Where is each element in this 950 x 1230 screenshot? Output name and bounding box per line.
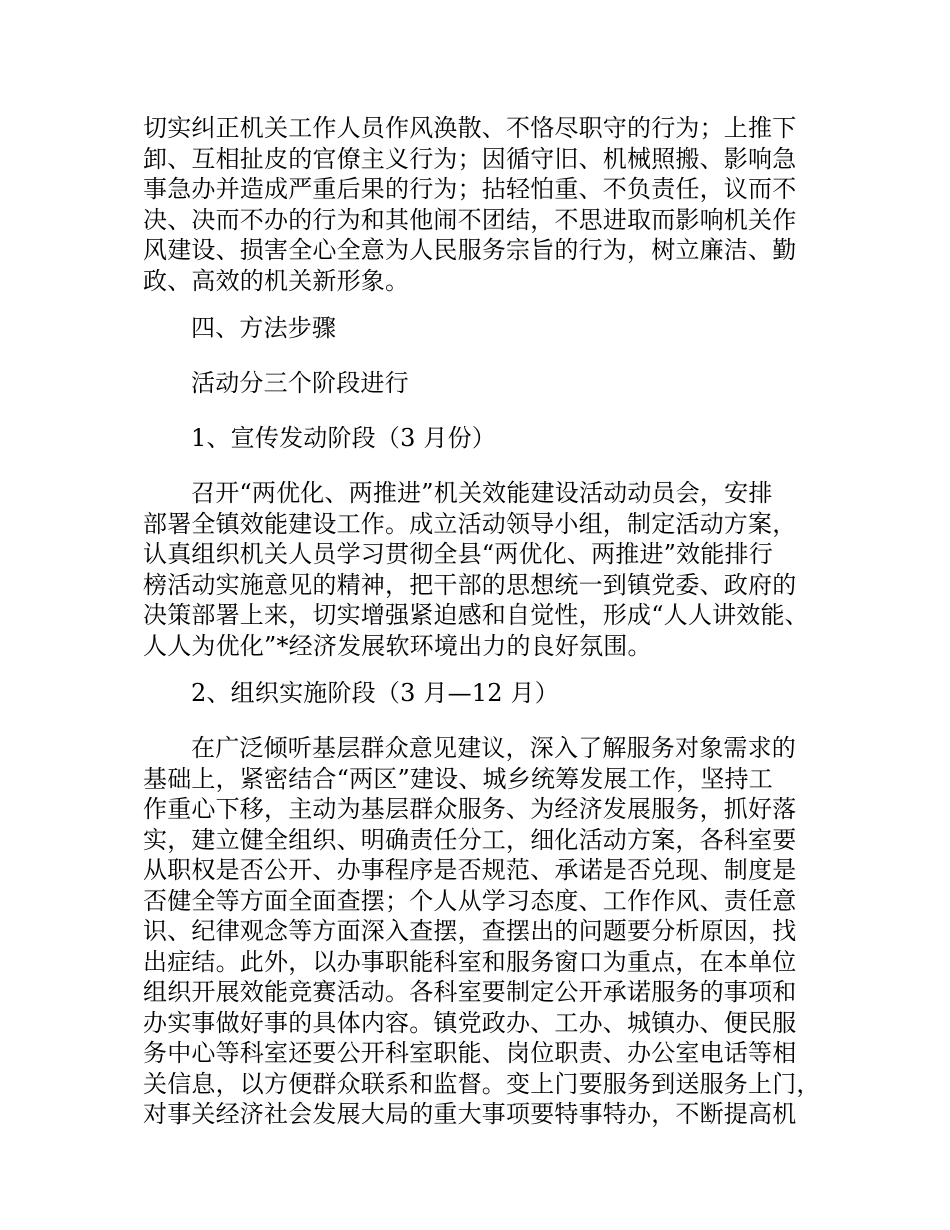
paragraph-line: 出症结。此外，以办事职能科室和服务窗口为重点，在本单位: [143, 947, 797, 976]
paragraph-stage-2: [143, 733, 833, 1130]
paragraph-line: 切实纠正机关工作人员作风涣散、不恪尽职守的行为；上推下: [143, 114, 797, 142]
paragraph-line: 决、决而不办的行为和其他闹不团结，不思进取而影响机关作: [143, 205, 797, 234]
heading-line: 1、宣传发动阶段（3 月份）: [191, 424, 496, 452]
paragraph-line: 卸、互相扯皮的官僚主义行为；因循守旧、机械照搬、影响急: [143, 144, 797, 173]
paragraph-line: 决策部署上来，切实增强紧迫感和自觉性，形成“人人讲效能、: [143, 601, 809, 629]
paragraph-line: 部署全镇效能建设工作。成立活动领导小组，制定活动方案，: [143, 509, 797, 538]
paragraph-line: 召开“两优化、两推进”机关效能建设活动动员会，安排: [191, 479, 773, 507]
paragraph-line: 人人为优化”*经济发展软环境出力的良好氛围。: [143, 631, 652, 660]
paragraph-1: [143, 113, 833, 296]
paragraph-line: 对事关经济社会发展大局的重大事项要特事特办，不断提高机: [143, 1100, 797, 1128]
paragraph-line: 榜活动实施意见的精神，把干部的思想统一到镇党委、政府的: [143, 570, 797, 599]
paragraph-line: 基础上，紧密结合“两区”建设、城乡统筹发展工作，坚持工: [143, 764, 773, 793]
paragraph-line: 务中心等科室还要公开科室职能、岗位职责、办公室电话等相: [143, 1039, 797, 1067]
paragraph-line: 识、纪律观念等方面深入查摆，查摆出的问题要分析原因，找: [143, 917, 797, 945]
paragraph-line: 组织开展效能竞赛活动。各科室要制定公开承诺服务的事项和: [143, 978, 797, 1006]
section-heading-methods: [143, 313, 833, 344]
subheading-stage-1: [143, 423, 833, 454]
paragraph-line: 否健全等方面全面查摆；个人从学习态度、工作作风、责任意: [143, 886, 797, 915]
heading-line: 2、组织实施阶段（3 月—12 月）: [191, 679, 559, 707]
paragraph-line: 作重心下移，主动为基层群众服务、为经济发展服务，抓好落: [143, 795, 797, 823]
paragraph-stages-intro: [143, 368, 833, 399]
heading-line: 四、方法步骤: [191, 314, 337, 342]
paragraph-line: 政、高效的机关新形象。: [143, 266, 410, 295]
paragraph-line: 事急办并造成严重后果的行为；拈轻怕重、不负责任，议而不: [143, 175, 797, 203]
paragraph-line: 认真组织机关人员学习贯彻全县“两优化、两推进”效能排行: [143, 540, 773, 568]
paragraph-line: 实，建立健全组织、明确责任分工，细化活动方案，各科室要: [143, 825, 797, 854]
paragraph-line: 活动分三个阶段进行: [191, 369, 409, 397]
paragraph-stage-1: [143, 478, 833, 661]
subheading-stage-2: [143, 678, 833, 709]
paragraph-line: 风建设、损害全心全意为人民服务宗旨的行为，树立廉洁、勤: [143, 236, 797, 264]
paragraph-line: 从职权是否公开、办事程序是否规范、承诺是否兑现、制度是: [143, 856, 797, 884]
paragraph-line: 关信息，以方便群众联系和监督。变上门要服务到送服务上门，: [143, 1069, 821, 1098]
paragraph-line: 在广泛倾听基层群众意见建议，深入了解服务对象需求的: [191, 734, 796, 762]
paragraph-line: 办实事做好事的具体内容。镇党政办、工办、城镇办、便民服: [143, 1008, 797, 1037]
